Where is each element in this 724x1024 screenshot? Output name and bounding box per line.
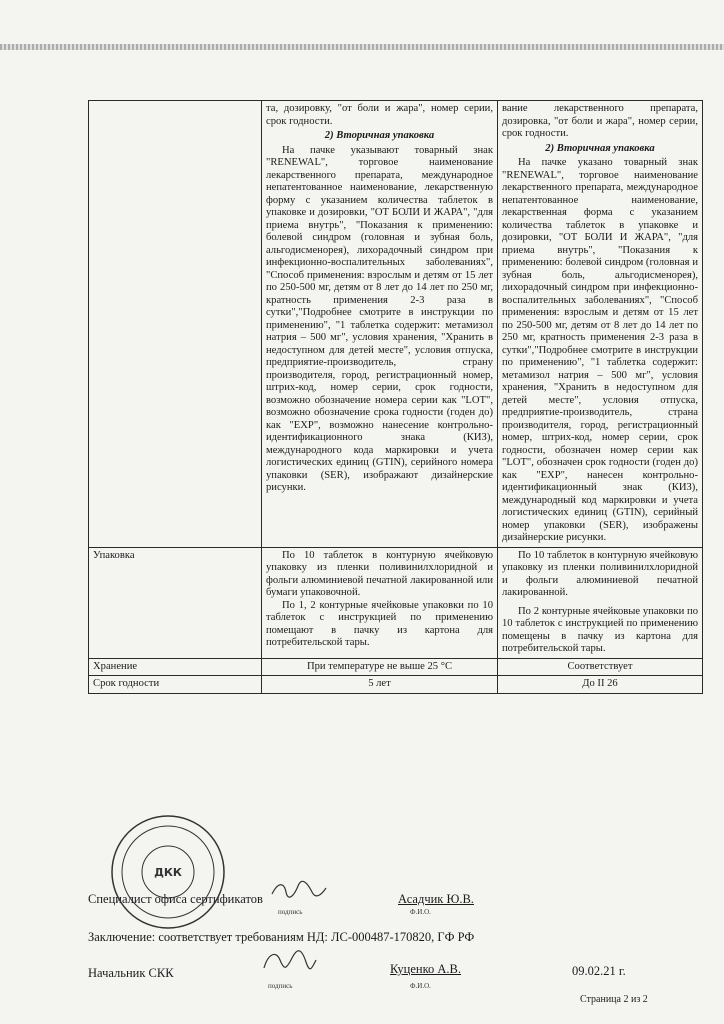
row-label: Срок годности bbox=[89, 676, 262, 694]
document-date: 09.02.21 г. bbox=[572, 964, 626, 978]
head-name: Куценко А.В. bbox=[390, 962, 462, 976]
signature-caption: подпись bbox=[268, 982, 293, 990]
row-label-empty bbox=[89, 101, 262, 548]
head-title: Начальник СКК bbox=[88, 966, 174, 980]
requirement-cell bbox=[262, 547, 498, 658]
table-row-packaging bbox=[89, 547, 703, 658]
specialist-name: Асадчик Ю.В. bbox=[398, 892, 474, 906]
result-text: По 2 контурные ячейковые упаковки по 10 таблеток с инструкцией по применению помещены в пачку из картона для потребительской тары. bbox=[502, 605, 698, 654]
stamp-text: ДКК bbox=[154, 866, 182, 879]
requirement-text: По 10 таблеток в контурную ячейковую упаковку из пленки поливинилхлоридной и фольги алюминиевой печатной лакированной или бумаги упаковочной. bbox=[266, 549, 493, 598]
signature-caption: подпись bbox=[278, 908, 303, 916]
result-cell: До II 26 bbox=[498, 676, 703, 694]
specification-table bbox=[88, 100, 703, 694]
result-cell: Соответствует bbox=[498, 658, 703, 676]
requirement-text: На пачке указывают товарный знак "RENEWAL", торговое наименование лекарственного препарата, международное непатентованное наименование, лекарственную форму с указанием количества таблеток в упаковке и дозировки, "ОТ БОЛИ И ЖАРА", "для приема внутрь", "Показания к применению: болевой синдром (головная и зубная боль, альгодисменорея), лихорадочный синдром при инфекционно-воспалительных заболеваниях", "Способ применения: взрослым и детям от 15 лет по 250-500 мг, детям от 8 лет до 14 лет по 250 мг, кратность применения 2-3 раза в сутки","Подробнее смотрите в инструкции по применению", "1 таблетка содержит: метамизол натрия – 500 мг", условия хранения, "Хранить в недоступном для детей месте", условия отпуска, предприятие-производитель, страну производителя, город, регистрационный номер, штрих-код, номер серии, срок годности, возможно обозначение номера серии как "LOT", возможно обозначение срока годности (годен до) как "EXP", возможно нанесение контрольно-идентификационного знака (КИЗ), международного кода маркировки и учета логистических единиц (GTIN), серийного номера упаковки (SER), изображают дизайнерские рисунки. bbox=[266, 144, 493, 493]
head-signature bbox=[258, 946, 318, 979]
fio-caption: Ф.И.О. bbox=[410, 982, 431, 990]
section-heading: 2) Вторичная упаковка bbox=[324, 130, 435, 141]
continuation-text: та, дозировку, "от боли и жара", номер серии, срок годности. bbox=[266, 103, 493, 127]
result-cell bbox=[498, 101, 703, 548]
page-number: Страница 2 из 2 bbox=[580, 994, 648, 1005]
specialist-signature bbox=[268, 878, 328, 905]
requirement-cell: При температуре не выше 25 °C bbox=[262, 658, 498, 676]
scan-edge-line bbox=[0, 44, 724, 50]
row-label: Хранение bbox=[89, 658, 262, 676]
table-row-secondary-packaging bbox=[89, 101, 703, 548]
table-row-shelf-life bbox=[89, 676, 703, 694]
result-text: На пачке указано товарный знак "RENEWAL", торговое наименование лекарственного препарата, международное непатентованное наименование, лекарственная форма с указанием количества таблеток в упаковке и дозировки, "ОТ БОЛИ И ЖАРА", "для приема внутрь", "Показания к применению: болевой синдром (головная и зубная боль, альгодисменорея), лихорадочный синдром при инфекционно-воспалительных заболеваниях", "Способ применения: взрослым и детям от 15 лет по 250-500 мг, детям от 8 лет до 14 лет по 250 мг, кратность применения 2-3 раза в сутки","Подробнее смотрите в инструкции по применению", "1 таблетка содержит: метамизол натрия – 500 мг", условия хранения, "Хранить в недоступном для детей месте", условия отпуска, предприятие-производитель, страна производителя, город, регистрационный номер, штрих-код, номер серии, срок годности, обозначен номер серии как "LOT", обозначен срок годности (годен до) как "EXP", нанесен контрольно-идентификационный знак (КИЗ), международный код маркировки и учета логистических единиц (GTIN), серийный номер упаковки (SER), изображены дизайнерские рисунки. bbox=[502, 157, 698, 543]
section-heading: 2) Вторичная упаковка bbox=[545, 142, 655, 154]
fio-caption: Ф.И.О. bbox=[410, 908, 431, 916]
row-label: Упаковка bbox=[89, 547, 262, 658]
table-row-storage bbox=[89, 658, 703, 676]
result-cell bbox=[498, 547, 703, 658]
company-stamp bbox=[108, 812, 228, 937]
specialist-title: Специалист офиса сертификатов bbox=[88, 892, 263, 906]
requirement-cell bbox=[262, 101, 498, 548]
requirement-text: По 1, 2 контурные ячейковые упаковки по 10 таблеток с инструкцией по применению помещают в пачку из картона для потребительской тары. bbox=[266, 599, 493, 648]
result-text: По 10 таблеток в контурную ячейковую упаковку из пленки поливинилхлоридной и фольги алюминиевой печатной лакированной. bbox=[502, 549, 698, 598]
conclusion-text: Заключение: соответствует требованиям НД: ЛС-000487-170820, ГФ РФ bbox=[88, 930, 475, 944]
requirement-cell: 5 лет bbox=[262, 676, 498, 694]
continuation-text: вание лекарственного препарата, дозировка, "от боли и жара", номер серии, срок годности. bbox=[502, 103, 698, 139]
